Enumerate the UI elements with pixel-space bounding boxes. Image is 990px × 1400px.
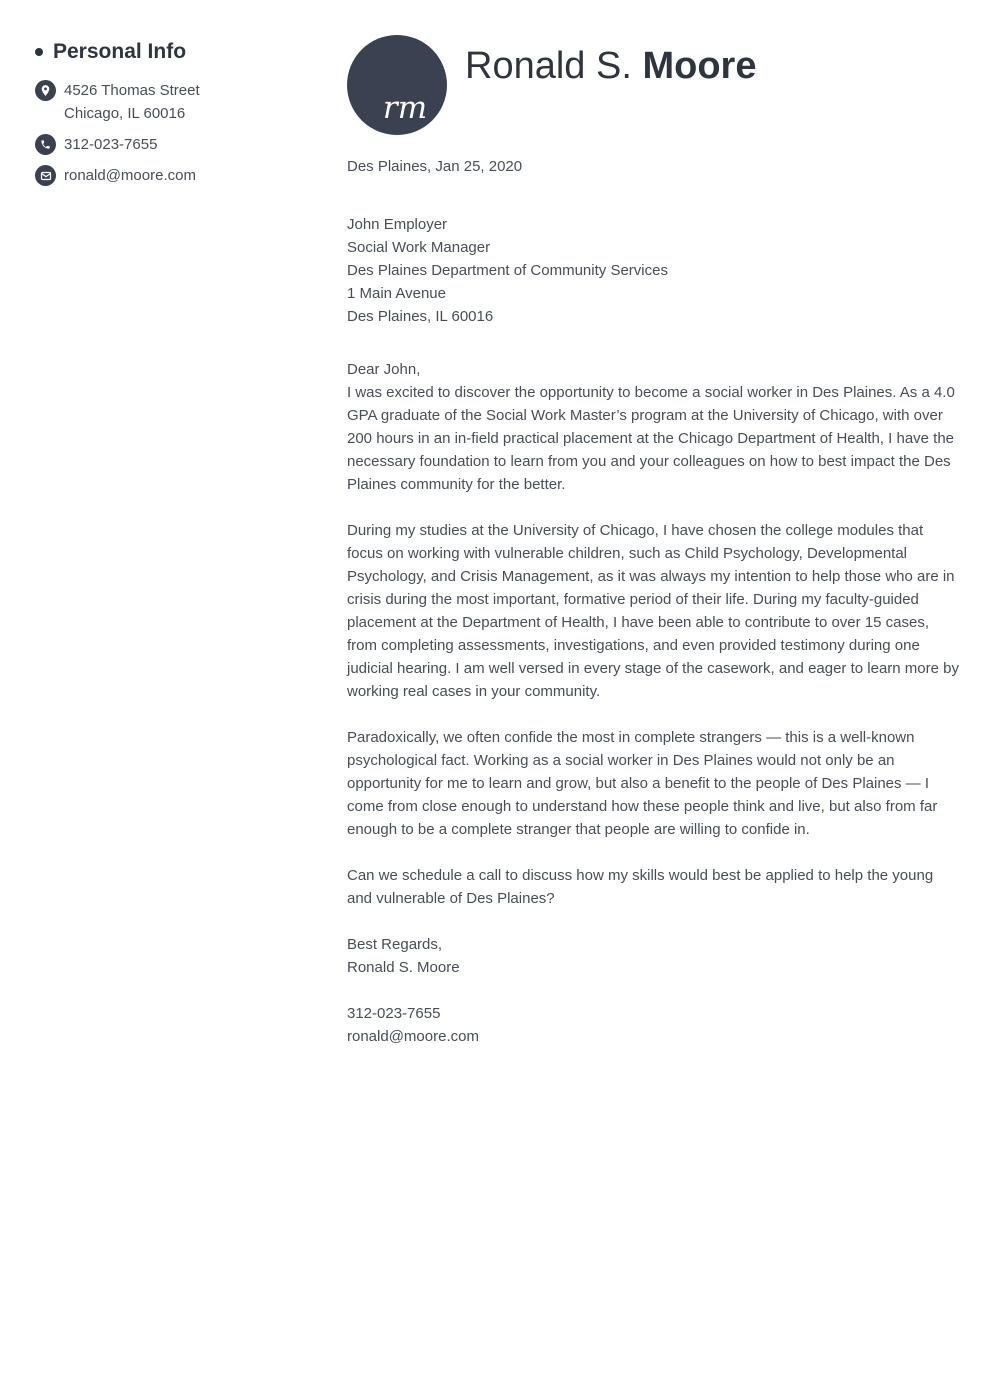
avatar-initials: rm [382,90,428,126]
paragraph-intro: I was excited to discover the opportunity to become a social worker in Des Plaines. As a 4.0 GPA graduate of the Social Work Master’s program at the University of Chicago, with over 200 hours in an in-field practical placement at the Chicago Department of Health, I have the necessary foundation to learn from you and your colleagues on how to best impact the Des Plaines community for the better. [347,384,955,493]
closing-phrase: Best Regards, [347,936,443,953]
bullet-icon [35,48,43,56]
paragraph-motivation: Paradoxically, we often confide the most in complete strangers — this is a well-known psychological fact. Working as a social worker in Des Plaines would not only be an opportunity for me to learn and grow, but also a benefit to the people of Des Plaines — I come from close enough to understand how these people think and live, but also from far enough to be a complete stranger that people are willing to confide in. [347,729,938,838]
recipient-title: Social Work Manager [347,239,491,256]
phone-number: 312-023-7655 [64,136,158,153]
email-text [64,164,196,187]
sidebar-heading [35,40,325,64]
salutation: Dear John, [347,361,421,378]
closing-block [347,933,960,979]
footer-phone: 312-023-7655 [347,1005,441,1022]
date-line: Des Plaines, Jan 25, 2020 [347,158,523,175]
footer-email: ronald@moore.com [347,1028,479,1045]
paragraph-experience: During my studies at the University of Chicago, I have chosen the college modules that focus on working with vulnerable children, such as Child Psychology, Developmental Psychology, and Crisis Management, as it was always my intention to help those who are in crisis during the most important, formative period of their life. During my faculty-guided placement at the Department of Health, I have been able to contribute to over 15 cases, from completing assessments, investigations, and even provided testimony during one judicial hearing. I am well versed in every stage of the casework, and eager to learn more by working real cases in your community. [347,522,959,700]
location-pin-icon [35,80,56,101]
avatar [347,35,447,135]
recipient-street: 1 Main Avenue [347,285,446,302]
address-text [64,79,200,125]
address-line-1: 4526 Thomas Street [64,82,200,99]
sidebar-heading-label: Personal Info [53,40,187,63]
personal-info-sidebar [35,40,325,195]
recipient-block [347,213,960,328]
phone-text [64,133,157,156]
contact-row-address [35,79,325,125]
recipient-company: Des Plaines Department of Community Services [347,262,668,279]
name-bold: Moore [642,45,757,87]
phone-icon [35,134,56,155]
contact-row-email [35,164,325,187]
email-address: ronald@moore.com [64,167,196,184]
email-icon [35,165,56,186]
paragraph-call-to-action: Can we schedule a call to discuss how my skills would best be applied to help the young and vulnerable of Des Plaines? [347,867,934,907]
letter-header [347,35,960,135]
recipient-city: Des Plaines, IL 60016 [347,308,494,325]
footer-contact-block [347,1002,960,1048]
closing-signature: Ronald S. Moore [347,959,460,976]
address-line-2: Chicago, IL 60016 [64,105,186,122]
recipient-name: John Employer [347,216,448,233]
page-title [465,45,756,89]
contact-row-phone [35,133,325,156]
letter-body [347,35,960,1048]
name-regular: Ronald S. [465,45,643,87]
